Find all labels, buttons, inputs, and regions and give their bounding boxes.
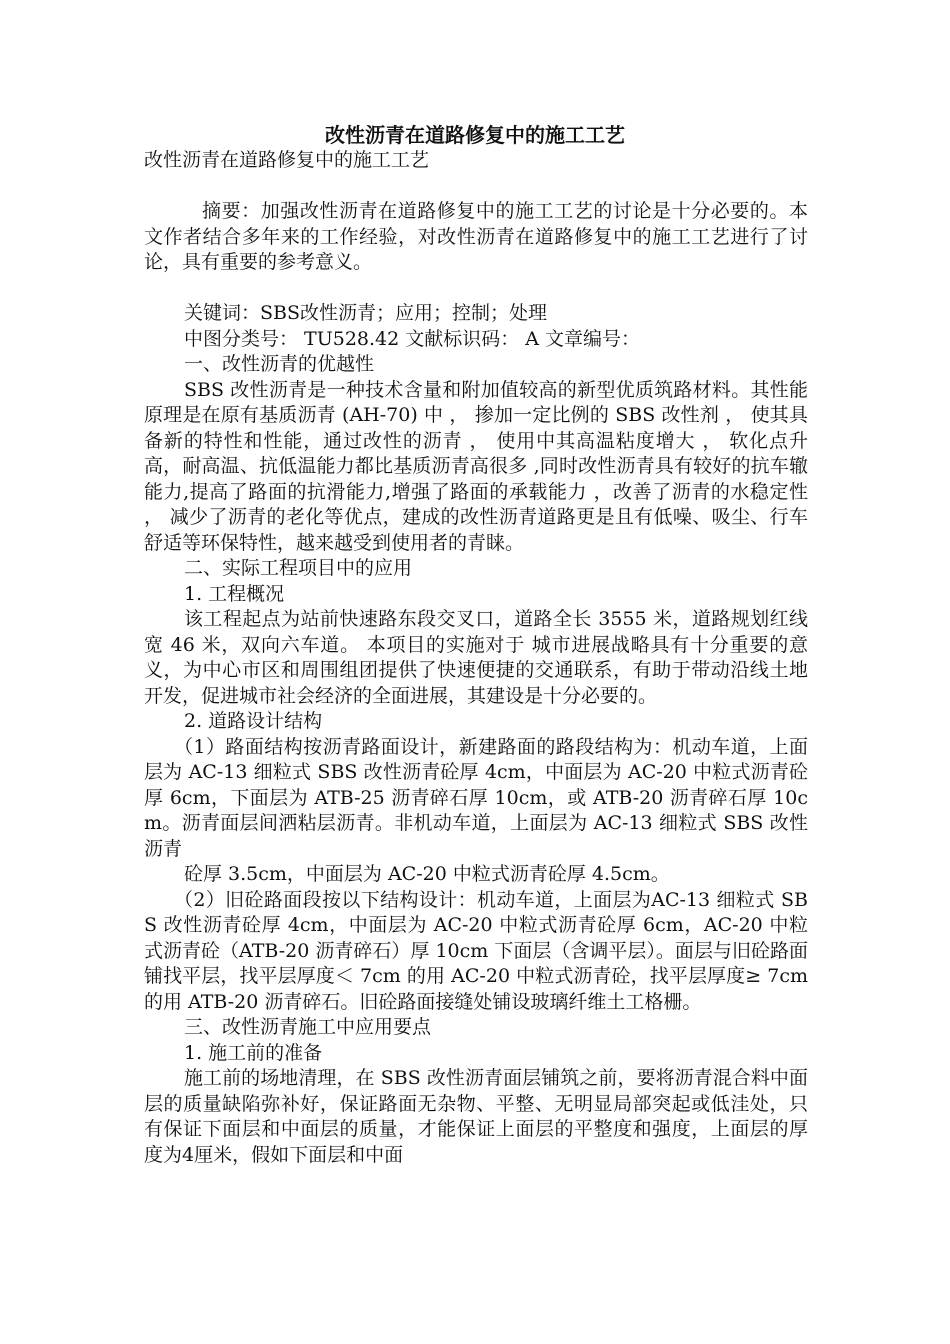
document-title: 改性沥青在道路修复中的施工工艺 [325, 123, 625, 147]
section-heading-2: 二、实际工程项目中的应用 [184, 557, 413, 579]
subsection-heading-3-1: 1. 施工前的准备 [184, 1041, 323, 1064]
section-2-2-paragraph-1: （1）路面结构按沥青路面设计，新建路面的路段结构为：机动车道，上面层为 AC-13 细粒式 SBS 改性沥青砼厚 4cm，中面层为 AC-20 中粒式沥青砼厚 6cm，下面层为 ATB-25 沥青碎石厚 10cm，或 ATB-20 沥青碎石厚 10cm。沥青面层间洒粘层沥青。非机动车道，上面层为 AC-13 细粒式 SBS 改性沥青 [144, 735, 808, 860]
section-heading-3: 三、改性沥青施工中应用要点 [184, 1016, 432, 1038]
classification-line: 中图分类号： TU528.42 文献标识码： A 文章编号： [184, 327, 641, 350]
section-2-2-paragraph-1-continued: 砼厚 3.5cm，中面层为 AC-20 中粒式沥青砼厚 4.5cm。 [184, 863, 670, 885]
paragraph-gap [144, 174, 808, 200]
paragraph-gap [144, 276, 808, 302]
abstract-paragraph: 摘要：加强改性沥青在道路修复中的施工工艺的讨论是十分必要的。本文作者结合多年来的工作经验，对改性沥青在道路修复中的施工工艺进行了讨论，具有重要的参考意义。 [144, 200, 808, 273]
section-heading-1: 一、改性沥青的优越性 [184, 353, 375, 375]
section-2-2-paragraph-2: （2）旧砼路面段按以下结构设计：机动车道，上面层为AC-13 细粒式 SBS 改性沥青砼厚 4cm，中面层为 AC-20 中粒式沥青砼厚 6cm，AC-20 中粒式沥青砼（ATB-20 沥青碎石）厚 10cm 下面层（含调平层）。面层与旧砼路面铺找平层，找平层厚度＜ 7cm 的用 AC-20 中粒式沥青砼，找平层厚度≥ 7cm 的用 ATB-20 沥青碎石。旧砼路面接缝处铺设玻璃纤维土工格栅。 [144, 888, 808, 1013]
document-subtitle: 改性沥青在道路修复中的施工工艺 [144, 149, 430, 171]
subsection-heading-2-2: 2. 道路设计结构 [184, 710, 323, 732]
keywords-line: 关键词：SBS改性沥青；应用；控制；处理 [184, 302, 547, 324]
document-body [144, 148, 808, 1168]
subsection-heading-2-1: 1. 工程概况 [184, 582, 285, 605]
section-2-1-paragraph: 该工程起点为站前快速路东段交叉口，道路全长 3555 米，道路规划红线宽 46 米，双向六车道。 本项目的实施对于 城市进展战略具有十分重要的意义，为中心市区和周围组团提供了快速便捷的交通联系，有助于带动沿线土地开发，促进城市社会经济的全面进展，其建设是十分必要的。 [144, 608, 808, 707]
section-3-1-paragraph: 施工前的场地清理，在 SBS 改性沥青面层铺筑之前，要将沥青混合料中面层的质量缺陷弥补好，保证路面无杂物、平整、无明显局部突起或低洼处，只有保证下面层和中面层的质量，才能保证上面层的平整度和强度，上面层的厚度为4厘米，假如下面层和中面 [144, 1067, 808, 1166]
section-1-paragraph: SBS 改性沥青是一种技术含量和附加值较高的新型优质筑路材料。其性能原理是在原有基质沥青 (AH-70) 中 ， 掺加一定比例的 SBS 改性剂 ， 使其具备新的特性和性能，通过改性的沥青 ， 使用中其高温粘度增大 ， 软化点升高，耐高温、抗低温能力都比基质沥青高很多 ,同时改性沥青具有较好的抗车辙能力,提高了路面的抗滑能力,增强了路面的承载能力 ，改善了沥青的水稳定性 ， 减少了沥青的老化等优点，建成的改性沥青道路更是且有低噪、吸尘、行车舒适等环保特性，越来越受到使用者的青睐。 [144, 378, 808, 554]
